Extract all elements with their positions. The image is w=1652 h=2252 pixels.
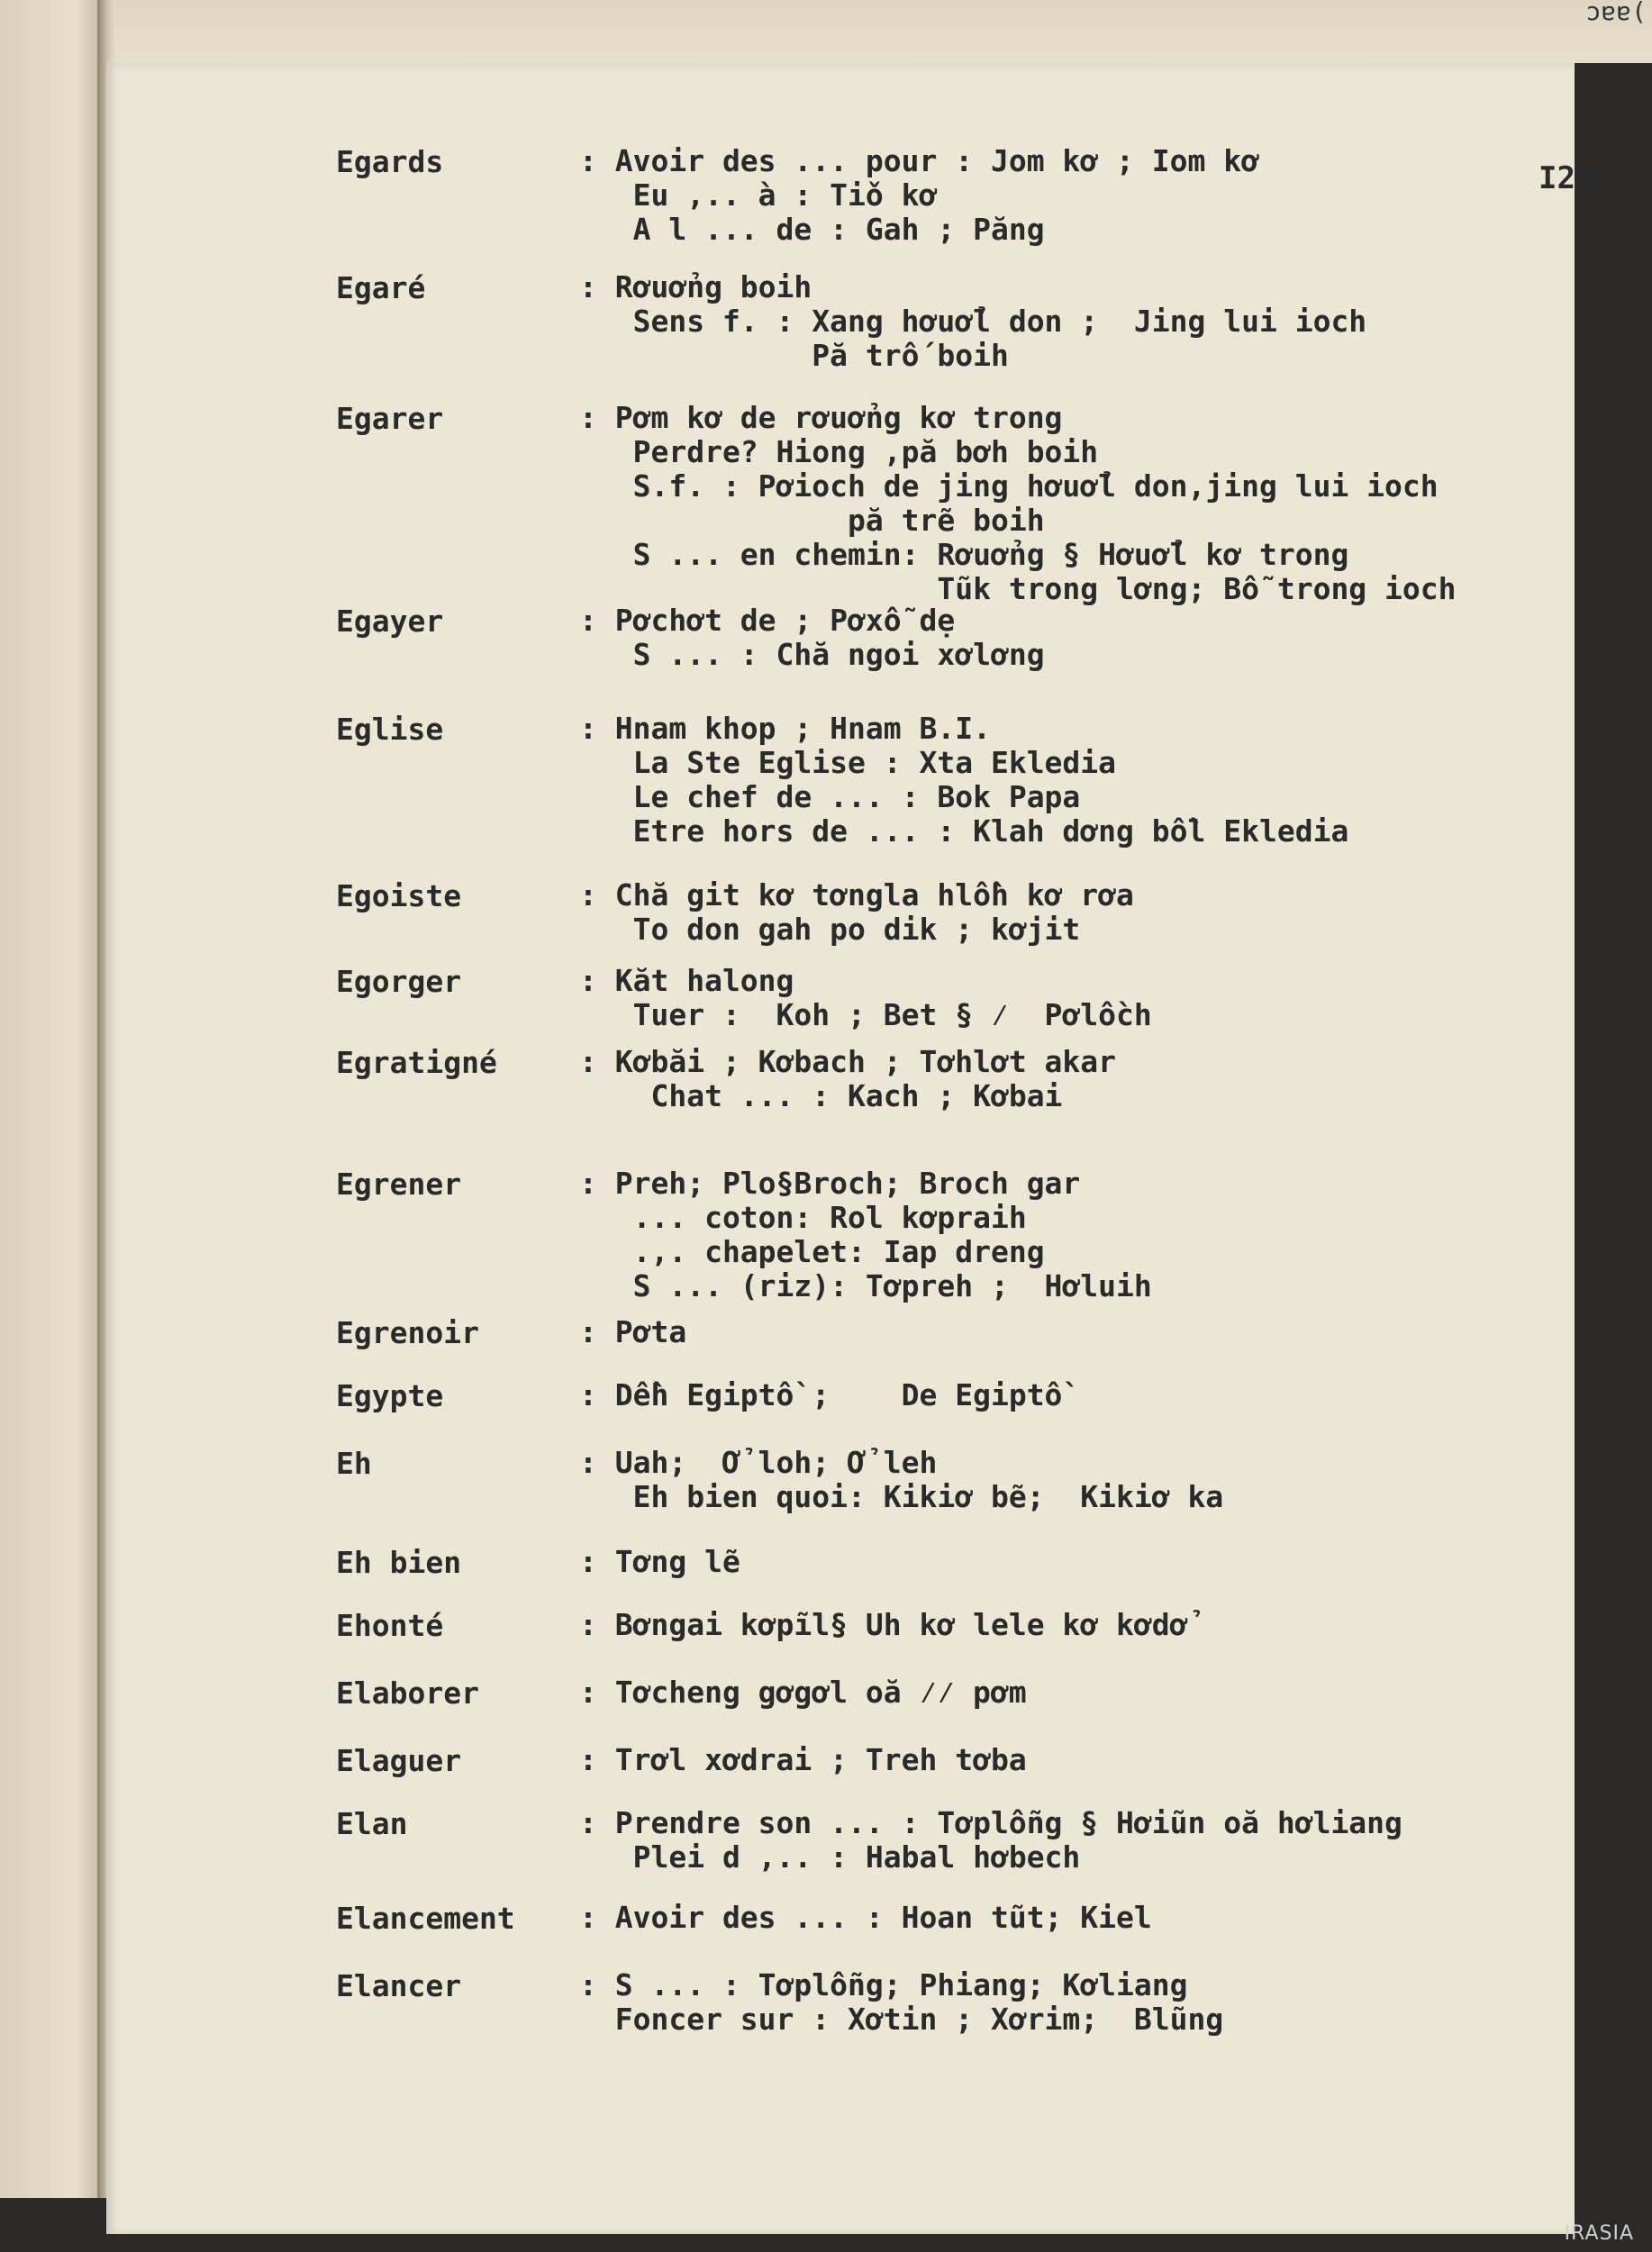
entry-definition-line: Le chef de ... : Bok Papa [579, 779, 1081, 814]
entry-headword: Elancement [336, 1901, 515, 1936]
entry-headword: Egrenoir [336, 1315, 479, 1350]
entry-headword: Elan [336, 1806, 408, 1841]
entry-definition-line: : Avoir des ... : Hoan tũt; Kiel [579, 1900, 1152, 1935]
entry-headword: Egayer [336, 604, 444, 639]
entry-definition-line: Plei d ,.. : Habal hơbech [579, 1839, 1081, 1875]
entry-definition-line: : Prendre son ... : Tơplỗng § Hơiũn oă hơliang [579, 1805, 1402, 1840]
entry-headword: Egrener [336, 1167, 462, 1202]
entry-definition-line: : Tơcheng gơgơl oă ⁄⁄ pơm [579, 1675, 1027, 1710]
entry-definition-line: : Avoir des ... pour : Jom kơ ; Iom kơ [579, 143, 1259, 178]
entry-headword: Egratigné [336, 1045, 497, 1080]
entry-definition-line: : Rơuởng boih [579, 269, 812, 304]
page-number: I28 [1539, 160, 1594, 196]
entry-definition-line: A l ... de : Gah ; Păng [579, 212, 1045, 247]
entry-definition-line: S ... (riz): Tơpreh ; Hơluih [579, 1268, 1152, 1303]
entry-definition-line: Etre hors de ... : Klah dơng bồl Ekledia [579, 813, 1349, 849]
entry-definition-line: La Ste Eglise : Xta Ekledia [579, 745, 1117, 780]
top-margin [0, 0, 1652, 63]
entry-headword: Eh [336, 1446, 372, 1481]
entry-definition-line: : Dềh Egiptồ ; De Egiptồ [579, 1377, 1063, 1412]
entry-definition-line: .,. chapelet: Iap dreng [579, 1234, 1045, 1269]
entry-definition-line: : Bơngai kơpĩl§ Uh kơ lele kơ kơdở [579, 1607, 1188, 1642]
left-page-edge [0, 0, 108, 2198]
entry-headword: Egards [336, 144, 444, 179]
entry-definition-line: pă trẽ boih [579, 503, 1045, 538]
entry-headword: Eglise [336, 712, 444, 747]
watermark-text: IRASIA [1564, 2222, 1634, 2245]
entry-definition-line: : Uah; Ở loh; Ở leh [579, 1445, 938, 1480]
entry-definition-line: : Pơchơt de ; Pơxỗ dẹ [579, 603, 956, 638]
entry-definition-line: : Tơng lẽ [579, 1544, 740, 1579]
entry-headword: Ehonté [336, 1608, 444, 1643]
entry-definition-line: : Pơm kơ de rơuởng kơ trong [579, 400, 1063, 435]
entry-definition-line: Foncer sur : Xơtin ; Xơrim; Blũng [579, 2002, 1224, 2037]
entry-definition-line: Chat ... : Kach ; Kơbai [579, 1078, 1063, 1113]
entry-definition-line: Tũk trong lơng; Bỗ trong ioch [579, 571, 1457, 606]
entry-definition-line: : Chă git kơ tơngla hlồh kơ rơa [579, 877, 1134, 913]
entry-headword: Egorger [336, 964, 462, 999]
entry-definition-line: Eu ,.. à : Tiǒ kơ [579, 177, 938, 213]
entry-definition-line: S ... en chemin: Rơuởng § Hơuởl kơ trong [579, 537, 1349, 572]
entry-definition-line: Pă trố boih [579, 338, 1009, 373]
entry-headword: Egypte [336, 1378, 444, 1413]
entry-definition-line: : Kơbăi ; Kơbach ; Tơhlơt akar [579, 1044, 1117, 1079]
entry-headword: Elaguer [336, 1743, 462, 1778]
entry-definition-line: Eh bien quoi: Kikiơ bẽ; Kikiơ ka [579, 1479, 1224, 1514]
entry-definition-line: ... coton: Rol kơpraih [579, 1200, 1027, 1235]
entry-headword: Eh bien [336, 1545, 462, 1580]
entry-definition-line: : Preh; Plo§Broch; Broch gar [579, 1166, 1081, 1201]
entry-headword: Egarer [336, 401, 444, 436]
entry-definition-line: Perdre? Hiong ,pă bơh boih [579, 434, 1099, 469]
entry-definition-line: S ... : Chă ngoi xơlơng [579, 637, 1045, 672]
entry-definition-line: S.f. : Pơioch de jing hơuởl don,jing lui ioch [579, 468, 1439, 504]
entry-headword: Egaré [336, 270, 426, 305]
entry-definition-line: : Pơta [579, 1314, 687, 1349]
entry-definition-line: : Trơl xơdrai ; Treh tơba [579, 1742, 1027, 1777]
entry-definition-line: To don gah po dik ; kơjit [579, 912, 1081, 947]
entry-headword: Elancer [336, 1968, 462, 2003]
entry-definition-line: : Kăt halong [579, 963, 794, 998]
entry-definition-line: Sens f. : Xang hơuởl don ; Jing lui ioch [579, 304, 1367, 339]
entry-definition-line: Tuer : Koh ; Bet § ⁄ Pơlồch [579, 997, 1152, 1032]
document-page [106, 63, 1594, 2234]
top-corner-text: ɔɐɐ( [1585, 0, 1647, 26]
entry-definition-line: : Hnam khop ; Hnam B.I. [579, 711, 991, 746]
entry-headword: Elaborer [336, 1675, 479, 1711]
entry-headword: Egoiste [336, 878, 462, 913]
entry-definition-line: : S ... : Tơplỗng; Phiang; Kơliang [579, 1967, 1188, 2002]
